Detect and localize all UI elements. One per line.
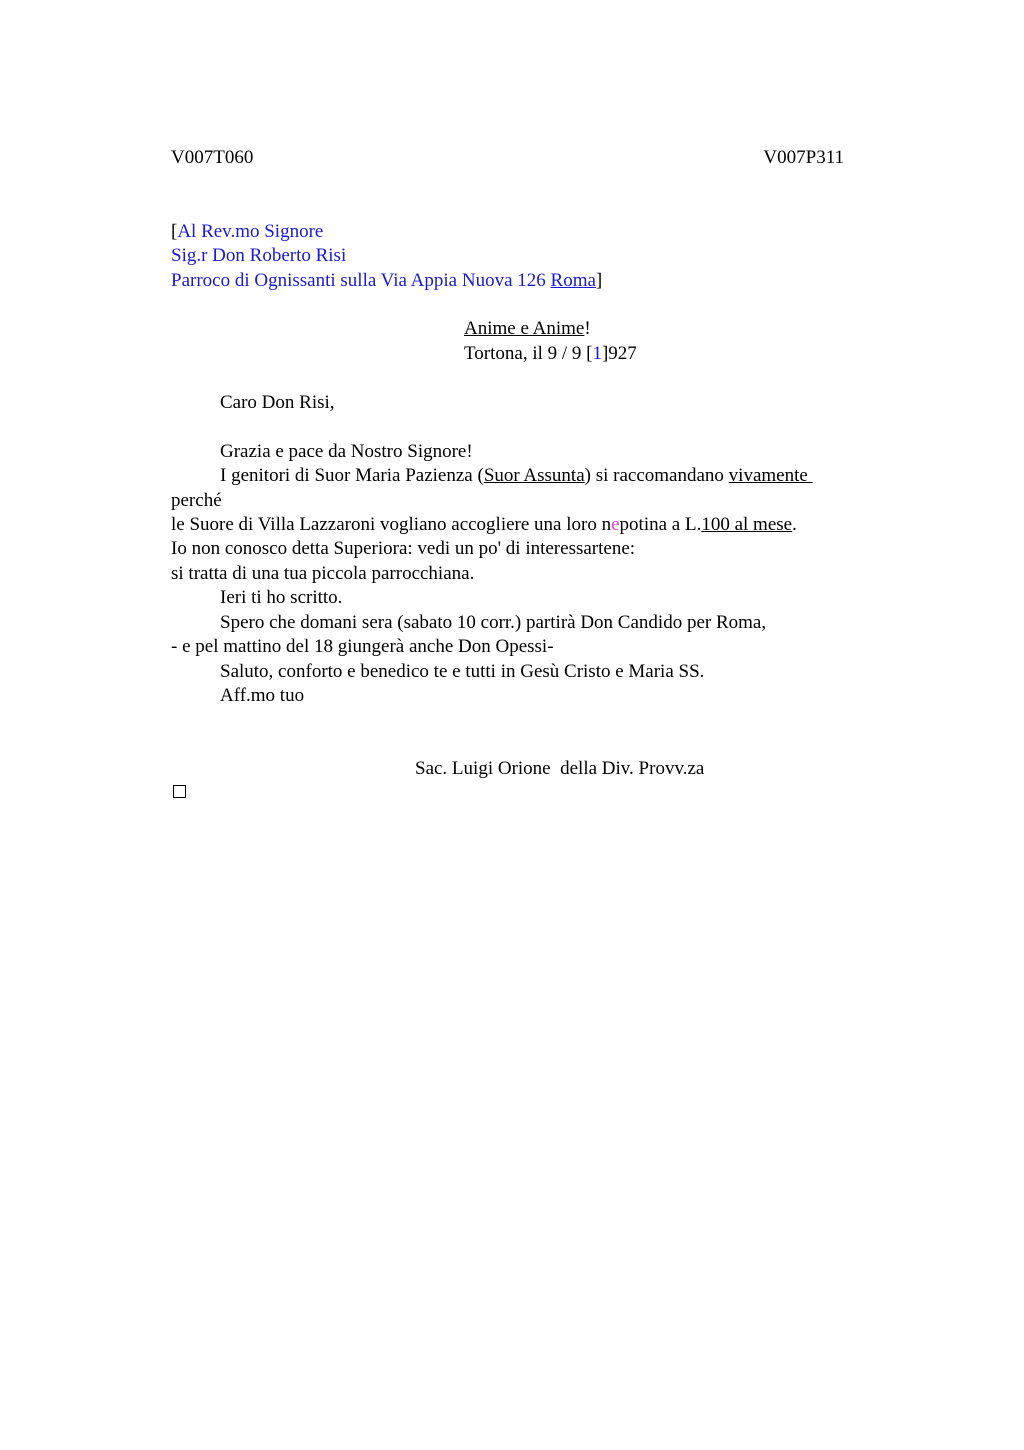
- closing: Aff.mo tuo: [220, 685, 305, 706]
- address-line-2: Sig.r Don Roberto Risi: [171, 245, 347, 266]
- date-prefix: Tortona, il 9 / 9 [: [464, 343, 593, 364]
- address-parish: Parroco di Ognissanti sulla Via Appia Nuova 126: [171, 270, 551, 291]
- motto-text: Anime e Anime: [464, 318, 585, 339]
- body-line-3a: le Suore di Villa Lazzaroni vogliano accogliere una loro n: [171, 514, 612, 535]
- vivamente: vivamente: [728, 465, 813, 486]
- address-city: Roma: [550, 270, 596, 291]
- suor-assunta: Suor Assunta: [483, 465, 585, 486]
- body-line-8: - e pel mattino del 18 giungerà anche Don Opessi-: [171, 636, 554, 657]
- body-line-1b: ) si raccomandano: [584, 465, 729, 486]
- left-code: V007T060: [171, 147, 254, 168]
- place-date: [464, 342, 637, 366]
- body-line-3c: .: [792, 514, 797, 535]
- body-line-3b: potina a L.: [619, 514, 702, 535]
- date-digit: 1: [592, 343, 602, 364]
- body-line-2: perché: [171, 490, 222, 511]
- address-line-1: [171, 220, 323, 244]
- body-line-4: Io non conosco detta Superiora: vedi un po' di interessartene:: [171, 538, 636, 559]
- monthly-amount: 100 al mese: [701, 514, 793, 535]
- body-line-6: Ieri ti ho scritto.: [220, 587, 343, 608]
- motto: [464, 317, 591, 341]
- greeting: Grazia e pace da Nostro Signore!: [220, 441, 473, 462]
- end-marker-box: [173, 785, 186, 798]
- signature: Sac. Luigi Orione della Div. Provv.za: [415, 758, 705, 779]
- date-suffix: ]927: [601, 343, 637, 364]
- body-line-1: [220, 464, 813, 488]
- salutation: Caro Don Risi,: [220, 392, 335, 413]
- body-line-9: Saluto, conforto e benedico te e tutti in Gesù Cristo e Maria SS.: [220, 661, 705, 682]
- body-line-7: Spero che domani sera (sabato 10 corr.) partirà Don Candido per Roma,: [220, 612, 767, 633]
- body-line-1a: I genitori di Suor Maria Pazienza (: [220, 465, 484, 486]
- address-recipient-title: Al Rev.mo Signore: [177, 221, 324, 242]
- close-bracket: ]: [595, 270, 603, 291]
- address-line-3: [171, 269, 602, 293]
- right-code: V007P311: [763, 147, 844, 168]
- motto-punct: !: [584, 318, 591, 339]
- body-line-5: si tratta di una tua piccola parrocchiana.: [171, 563, 475, 584]
- inserted-letter: e: [611, 514, 620, 535]
- open-bracket: [: [171, 221, 178, 242]
- body-line-3: [171, 513, 797, 537]
